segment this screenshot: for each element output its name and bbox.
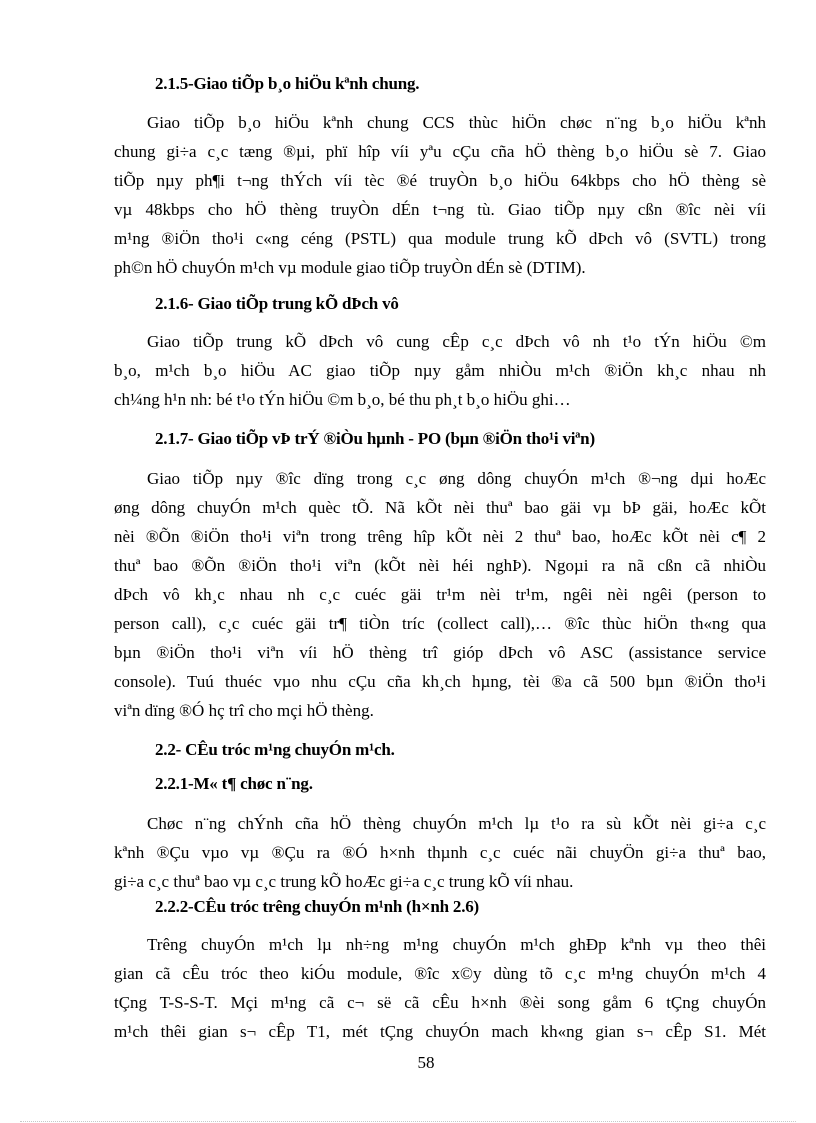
section-heading-2-2-2: 2.2.2-CÊu tróc trêng chuyÓn m¹nh (h×nh 2.6) xyxy=(155,897,480,916)
page-number: 58 xyxy=(417,1053,435,1072)
text-line: vµ 48kbps cho hÖ thèng truyÒn dÉn t¬ng tù. Giao tiÕp nµy cßn ®îc nèi víi xyxy=(114,200,766,219)
paragraph-2-1-5 xyxy=(114,108,766,282)
text-line: ch¼ng h¹n nh: bé t¹o tÝn hiÖu ©m b¸o, bé thu ph¸t b¸o hiÖu ghi… xyxy=(114,390,571,409)
text-line: b¸o, m¹ch b¸o hiÖu AC giao tiÕp nµy gåm nhiÒu m¹ch ®iÖn kh¸c nhau nh xyxy=(114,361,766,380)
section-heading-2-2: 2.2- CÊu tróc m¹ng chuyÓn m¹ch. xyxy=(155,740,395,759)
text-line: gi÷a c¸c thuª bao vµ c¸c trung kÕ hoÆc gi÷a c¸c trung kÕ víi nhau. xyxy=(114,872,574,891)
text-line: nèi ®Õn ®iÖn tho¹i viªn trong trêng hîp kÕt nèi 2 thuª bao, hoÆc kÕt nèi c¶ 2 xyxy=(114,527,766,546)
text-line: Giao tiÕp b¸o hiÖu kªnh chung CCS thùc hiÖn chøc n¨ng b¸o hiÖu kªnh xyxy=(147,113,766,132)
text-line: viªn dïng ®Ó hç trî cho mçi hÖ thèng. xyxy=(114,701,374,720)
section-heading-2-1-7: 2.1.7- Giao tiÕp vÞ trÝ ®iÒu hµnh - PO (bµn ®iÖn tho¹i viªn) xyxy=(155,429,595,448)
paragraph-2-1-6 xyxy=(114,327,766,414)
text-line: ph©n hÖ chuyÓn m¹ch vµ module giao tiÕp truyÒn dÉn sè (DTIM). xyxy=(114,258,586,277)
paragraph-2-2-1 xyxy=(114,809,766,896)
text-line: bµn ®iÖn tho¹i viªn víi hÖ thèng trî gióp dÞch vô ASC (assistance service xyxy=(114,643,766,662)
text-line: gian cã cÊu tróc theo kiÓu module, ®îc x©y dùng tõ c¸c m¹ng chuyÓn m¹ch 4 xyxy=(114,964,766,983)
text-line: tÇng T-S-S-T. Mçi m¹ng cã c¬ së cã cÊu h×nh ®èi song gåm 6 tÇng chuyÓn xyxy=(114,993,766,1012)
text-line: m¹ng ®iÖn tho¹i c«ng céng (PSTL) qua module trung kÕ dÞch vô (SVTL) trong xyxy=(114,229,766,248)
text-line: dÞch vô kh¸c nhau nh c¸c cuéc gäi tr¹m nèi tr¹m, ngêi nèi ngêi (person to xyxy=(114,585,766,604)
text-line: Giao tiÕp nµy ®îc dïng trong c¸c øng dông chuyÓn m¹ch ®¬ng dµi hoÆc xyxy=(147,469,766,488)
text-line: person call), c¸c cuéc gäi tr¶ tiÒn tríc (collect call),… ®îc thùc hiÖn th«ng qua xyxy=(114,614,766,633)
paragraph-2-1-7 xyxy=(114,464,766,725)
section-heading-2-1-6: 2.1.6- Giao tiÕp trung kÕ dÞch vô xyxy=(155,294,399,313)
text-line: console). Tuú thuéc vµo nhu cÇu cña kh¸ch hµng, tèi ®a cã 500 bµn ®iÖn tho¹i xyxy=(114,672,766,691)
text-line: m¹ch thêi gian s¬ cÊp T1, mét tÇng chuyÓn mach kh«ng gian s¬ cÊp S1. Mét xyxy=(114,1022,766,1041)
paragraph-2-2-2 xyxy=(114,930,766,1046)
text-line: Trêng chuyÓn m¹ch lµ nh÷ng m¹ng chuyÓn m¹ch ghÐp kªnh vµ theo thêi xyxy=(147,935,766,954)
text-line: Giao tiÕp trung kÕ dÞch vô cung cÊp c¸c dÞch vô nh t¹o tÝn hiÖu ©m xyxy=(147,332,766,351)
page-bottom-divider xyxy=(20,1121,796,1122)
text-line: kªnh ®Çu vµo vµ ®Çu ra ®Ó h×nh thµnh c¸c cuéc nãi chuyÖn gi÷a thuª bao, xyxy=(114,843,766,862)
text-line: thuª bao ®Õn ®iÖn tho¹i viªn (kÕt nèi héi nghÞ). Ngoµi ra nã cßn cã nhiÒu xyxy=(114,556,766,575)
text-line: øng dông chuyÓn m¹ch quèc tÕ. Nã kÕt nèi thuª bao gäi vµ bÞ gäi, hoÆc kÕt xyxy=(114,498,766,517)
text-line: Chøc n¨ng chÝnh cña hÖ thèng chuyÓn m¹ch lµ t¹o ra sù kÕt nèi gi÷a c¸c xyxy=(147,814,766,833)
text-line: tiÕp nµy ph¶i t¬ng thÝch víi tèc ®é truyÒn b¸o hiÖu 64kbps cho hÖ thèng sè xyxy=(114,171,766,190)
section-heading-2-1-5: 2.1.5-Giao tiÕp b¸o hiÖu kªnh chung. xyxy=(155,74,420,93)
text-line: chung gi÷a c¸c tæng ®µi, phï hîp víi yªu cÇu cña hÖ thèng b¸o hiÖu sè 7. Giao xyxy=(114,142,766,161)
section-heading-2-2-1: 2.2.1-M« t¶ chøc n¨ng. xyxy=(155,774,313,793)
